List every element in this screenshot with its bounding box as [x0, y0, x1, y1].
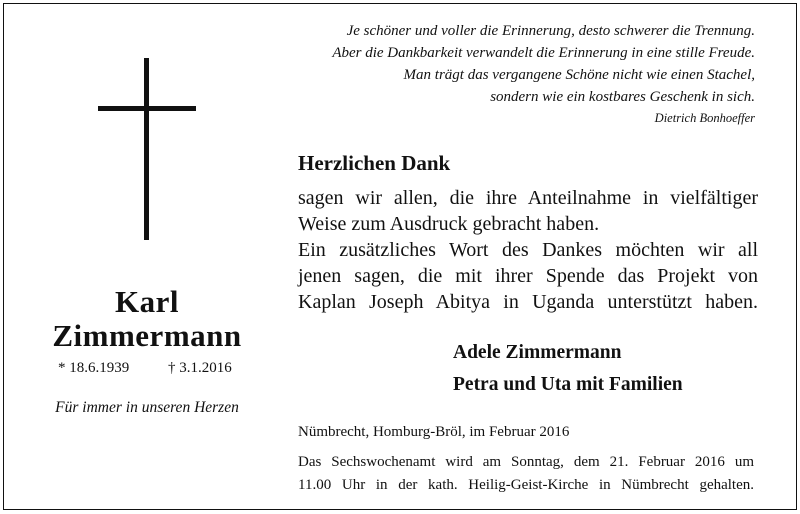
quote-line: Man trägt das vergangene Schöne nicht wie einen Stachel,: [403, 67, 755, 83]
cross-vertical-bar: [144, 58, 149, 240]
deceased-last-name: Zimmermann: [52, 318, 242, 353]
thanks-line: sagen wir allen, die ihre Anteilnahme in vielfältiger: [298, 187, 758, 209]
signer-name: Petra und Uta mit Familien: [453, 374, 683, 395]
thanks-line: Weise zum Ausdruck gebracht haben.: [298, 213, 600, 235]
thanks-line: Kaplan Joseph Abitya in Uganda unterstützt haben.: [298, 291, 758, 313]
death-date: † 3.1.2016: [168, 360, 232, 376]
place-date: Nümbrecht, Homburg-Bröl, im Februar 2016: [298, 424, 570, 440]
quote-line: Je schöner und voller die Erinnerung, desto schwerer die Trennung.: [346, 23, 755, 39]
cross-horizontal-bar: [98, 106, 196, 111]
service-notice: [298, 451, 754, 497]
quote-line: sondern wie ein kostbares Geschenk in sich.: [490, 89, 755, 105]
service-line: Das Sechswochenamt wird am Sonntag, dem 21. Februar 2016 um: [298, 454, 754, 470]
quote-block: [332, 20, 755, 108]
deceased-first-name: Karl: [115, 284, 179, 319]
quote-line: Aber die Dankbarkeit verwandelt die Erinnerung in eine stille Freude.: [332, 45, 755, 61]
thanks-text: [298, 185, 758, 315]
signer-name: Adele Zimmermann: [453, 342, 622, 363]
thanks-line: jenen sagen, die mit ihrer Spende das Projekt von: [298, 265, 758, 287]
thanks-heading: Herzlichen Dank: [298, 151, 451, 175]
thanks-line: Ein zusätzliches Wort des Dankes möchten wir all: [298, 239, 758, 261]
service-line: 11.00 Uhr in der kath. Heilig-Geist-Kirche in Nümbrecht gehalten.: [298, 477, 754, 493]
birth-date: * 18.6.1939: [58, 360, 130, 376]
memorial-motto: Für immer in unseren Herzen: [55, 399, 239, 416]
quote-author: Dietrich Bonhoeffer: [654, 111, 755, 125]
